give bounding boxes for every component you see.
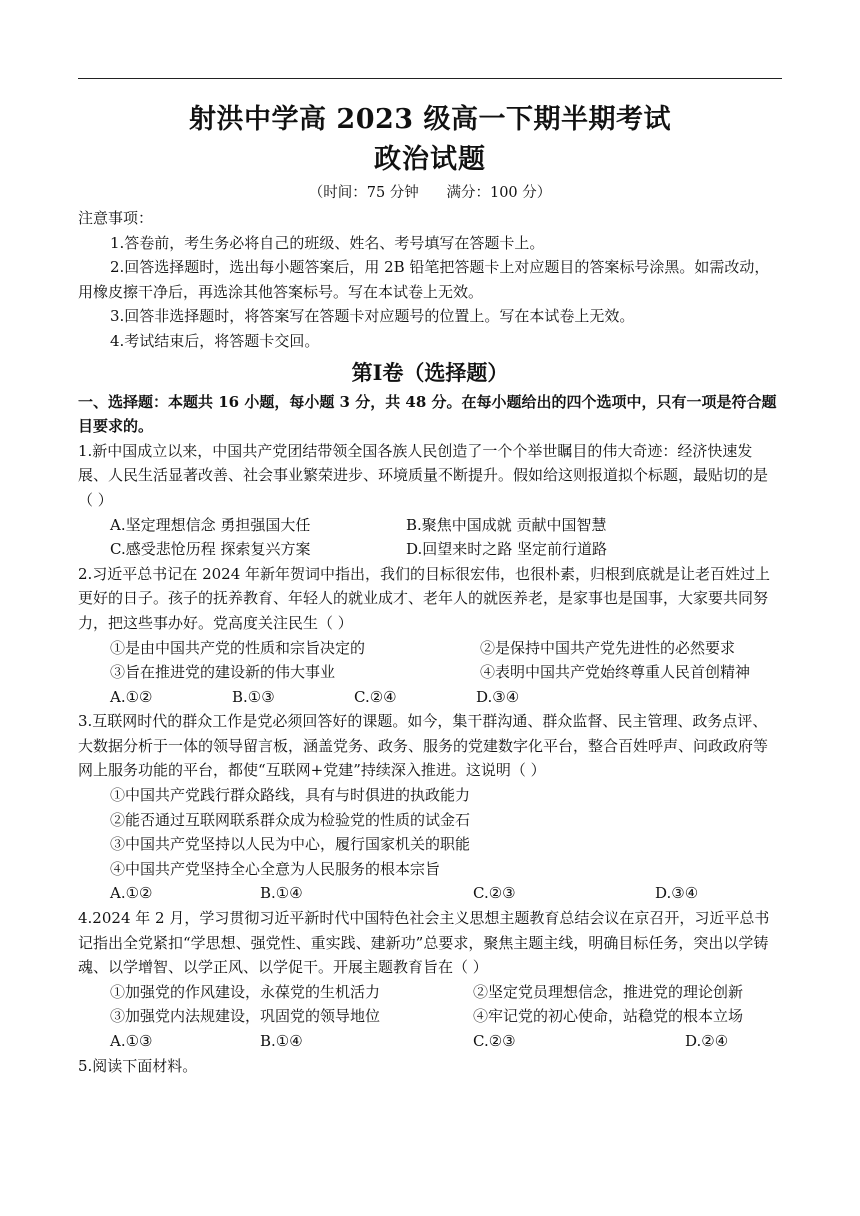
question-1-options-row-1 [78, 513, 782, 538]
question-4-statements-row-2 [78, 1004, 782, 1029]
question-4-options [78, 1029, 782, 1054]
question-4-statements-row-1 [78, 980, 782, 1005]
question-1-options-row-2 [78, 537, 782, 562]
header-rule [78, 78, 782, 79]
note-item: 1.答卷前，考生务必将自己的班级、姓名、考号填写在答题卡上。 [110, 233, 545, 252]
exam-subtitle: 政治试题 [374, 144, 486, 175]
question-2-options [78, 685, 782, 710]
section-title: 第Ⅰ卷（选择题） [351, 359, 509, 385]
note-item: 3.回答非选择题时，将答案写在答题卡对应题号的位置上。写在本试卷上无效。 [110, 307, 635, 326]
statement-1: ①加强党的作风建设，永葆党的生机活力 [110, 982, 381, 1001]
question-3-options [78, 881, 782, 906]
option-c: C.②④ [354, 687, 397, 706]
question-1-stem: 1.新中国成立以来，中国共产党团结带领全国各族人民创造了一个个举世瞩目的伟大奇迹：经济快速发展、人民生活显著改善、社会事业繁荣进步、环境质量不断提升。假如给这则报道拟个标题，最贴切的是（ ） [78, 441, 769, 509]
option-d: D.③④ [476, 687, 520, 706]
option-c: C.②③ [473, 1032, 516, 1050]
question-2-statements-row-1 [78, 636, 782, 661]
statement-2: ②能否通过互联网联系群众成为检验党的性质的试金石 [110, 810, 471, 829]
exam-page [78, 100, 782, 1078]
statement-3: ③加强党内法规建设，巩固党的领导地位 [110, 1007, 381, 1026]
note-item: 2.回答选择题时，选出每小题答案后，用 2B 铅笔把答题卡上对应题目的答案标号涂黑。如需改动，用橡皮擦干净后，再选涂其他答案标号。写在本试卷上无效。 [78, 258, 770, 301]
section-instruction: 一、选择题：本题共 16 小题，每小题 3 分，共 48 分。在每小题给出的四个选项中，只有一项是符合题目要求的。 [78, 392, 777, 436]
option-b: B.①④ [260, 1032, 303, 1050]
statement-2: ②是保持中国共产党先进性的必然要求 [480, 638, 736, 657]
notes-heading: 注意事项： [78, 209, 154, 227]
option-c: C.感受悲怆历程 探索复兴方案 [110, 540, 311, 559]
statement-3: ③旨在推进党的建设新的伟大事业 [110, 663, 336, 682]
question-2-statements-row-2 [78, 660, 782, 685]
statement-4: ④表明中国共产党始终尊重人民首创精神 [480, 663, 751, 682]
question-3-stem: 3.互联网时代的群众工作是党必须回答好的课题。如今，集干群沟通、群众监督、民主管理、政务点评、大数据分析于一体的领导留言板，涵盖党务、政务、服务的党建数字化平台，整合百姓呼声、问政政府等网上服务功能的平台，都使“互联网+党建”持续深入推进。这说明（ ） [78, 712, 769, 780]
option-d: D.③④ [655, 884, 699, 903]
exam-title: 射洪中学高 2023 级高一下期半期考试 [189, 104, 671, 135]
question-5-stem: 5.阅读下面材料。 [78, 1056, 198, 1075]
note-item: 4.考试结束后，将答题卡交回。 [110, 331, 320, 350]
option-a: A.①② [110, 687, 153, 706]
option-d: D.回望来时之路 坚定前行道路 [406, 540, 608, 559]
option-a: A.坚定理想信念 勇担强国大任 [110, 515, 311, 534]
option-a: A.①② [110, 884, 153, 903]
statement-1: ①是由中国共产党的性质和宗旨决定的 [110, 638, 366, 657]
statement-4: ④牢记党的初心使命，站稳党的根本立场 [473, 1007, 744, 1026]
question-4-stem: 4.2024 年 2 月，学习贯彻习近平新时代中国特色社会主义思想主题教育总结会议在京召开，习近平总书记指出全党紧扣“学思想、强党性、重实践、建新功”总要求，聚焦主题主线，明确目标任务，突出以学铸魂、以学增智、以学正风、以学促干。开展主题教育旨在（ ） [78, 909, 770, 977]
option-b: B.①④ [260, 884, 303, 903]
option-c: C.②③ [473, 884, 516, 903]
option-d: D.②④ [685, 1032, 729, 1050]
statement-4: ④中国共产党坚持全心全意为人民服务的根本宗旨 [110, 859, 441, 878]
statement-1: ①中国共产党践行群众路线，具有与时俱进的执政能力 [110, 786, 471, 805]
option-a: A.①③ [110, 1032, 153, 1050]
option-b: B.①③ [232, 687, 275, 706]
exam-time-info: （时间：75 分钟 满分：100 分） [308, 185, 552, 201]
statement-2: ②坚定党员理想信念，推进党的理论创新 [473, 982, 744, 1001]
option-b: B.聚焦中国成就 贡献中国智慧 [406, 515, 607, 534]
question-2-stem: 2.习近平总书记在 2024 年新年贺词中指出，我们的目标很宏伟，也很朴素，归根到底就是让老百姓过上更好的日子。孩子的抚养教育、年轻人的就业成才、老年人的就医养老，是家事也是国事，大家要共同努力，把这些事办好。党高度关注民生（ ） [78, 564, 771, 632]
statement-3: ③中国共产党坚持以人民为中心，履行国家机关的职能 [110, 835, 471, 854]
